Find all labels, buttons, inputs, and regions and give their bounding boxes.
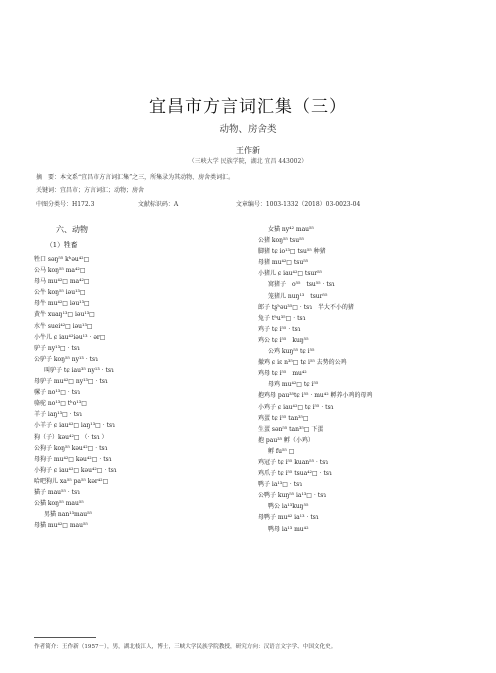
- vocab-entry: 鸡子 tɕ i⁵⁵ ˑ tsɿ: [258, 325, 301, 333]
- vocab-entry: 脚猪 tɕ io¹³□ tsu⁵⁵ 种猪: [258, 248, 326, 256]
- vocab-entry: 鸡爪子 tɕ i⁵⁵ tsua⁴²□ ˑ tsɿ: [258, 470, 332, 478]
- vocab-entry: 骆驼 no¹³□ tʰo¹³□: [34, 400, 87, 408]
- vocab-entry: 母鸡 mu⁴²□ tɕ i⁵⁵: [268, 381, 319, 389]
- vocab-entry: 猫子 mau⁵⁵ ˑ tsɿ: [34, 488, 80, 496]
- vocab-entry: 撤鸡 ɕ iɛ n³⁵□ tɕ i⁵⁵ 去势的公鸡: [258, 359, 347, 367]
- author-affiliation: （三峡大学 民族学院，湖北 宜昌 443002）: [188, 158, 308, 165]
- vocab-entry: 公鸭子 kuŋ⁵⁵ ia¹³□ ˑ tsɿ: [258, 492, 327, 500]
- vocab-entry: 女猫 ny⁴² mau⁵⁵: [268, 226, 314, 233]
- vocab-entry: 鸡蛋 tɕ i⁵⁵ tan³⁵□: [258, 414, 309, 422]
- section-heading: 六、动物: [56, 225, 88, 234]
- vocab-entry: 母鸭子 mu⁴² ia¹³ ˑ tsɿ: [258, 514, 319, 522]
- vocab-entry: 母驴子 mu⁴²□ ny¹³□ ˑ tsɿ: [34, 378, 108, 386]
- right-column: [258, 224, 463, 535]
- article-number: 文章编号：1003-1332（2018）03-0023-04: [235, 201, 361, 208]
- vocab-entry: 小牛儿 ɕ iau⁴²iəu¹³ ˑ ər□: [34, 333, 106, 341]
- author-name: 王作新: [236, 146, 260, 155]
- vocab-entry: 鸭子 ia¹³□ ˑ tsɿ: [258, 481, 302, 489]
- vocab-entry: 黄牛 xuaŋ¹³□ iəu¹³□: [34, 311, 95, 319]
- vocab-entry: 小猪儿 ɕ iau⁴²□ tsur⁵⁵: [258, 270, 322, 278]
- vocab-entry: 公驴子 koŋ⁵⁵ ny¹³ ˑ tsɿ: [34, 355, 98, 363]
- vocab-entry: 抱 pau³⁵ 孵（小鸡）: [258, 436, 314, 444]
- vocab-entry: 牲口 səŋ⁵⁵ kʰəu⁴²□: [34, 256, 90, 263]
- clc-number: 中图分类号：H172.3: [36, 201, 95, 208]
- vocab-entry: 生蛋 sən⁵⁵ tan³⁵□ 下蛋: [258, 425, 324, 433]
- vocab-entry: 窝猪子 o⁵⁵ tsu⁵⁵ ˑ tsɿ: [268, 281, 335, 289]
- author-footnote: 作者简介：王作新（1957－），男，湖北枝江人，博士，三峡大学民族学院教授，研究方向：汉语言文字学、中国文化史。: [34, 644, 337, 650]
- footnote-rule: [34, 637, 96, 638]
- vocab-entry: 母牛 mu⁴²□ iəu¹³□: [34, 300, 90, 308]
- vocab-entry: 郎子 tʂʰəu³⁵□ ˑ tsɿ 半大不小的猪: [258, 303, 354, 311]
- vocab-entry: 公马 koŋ⁵⁵ ma⁴²□: [34, 267, 86, 275]
- vocab-entry: 羊子 iaŋ¹³□ ˑ tsɿ: [34, 411, 82, 419]
- abstract: 摘 要：本文系“宜昌市方言词汇集”之三，所集录为其动物、房舍类词汇。: [36, 174, 235, 181]
- vocab-entry: 孵 fu⁵⁵ □: [268, 447, 295, 455]
- document-code: 文献标识码：A: [137, 201, 179, 208]
- vocab-entry: 鸡公 tɕ i⁵⁵ kuŋ⁵⁵: [258, 336, 309, 344]
- vocab-entry: 鸭公 ia¹³kuŋ⁵⁵: [268, 503, 309, 511]
- vocab-entry: 公鸡 kuŋ⁵⁵ tɕ i⁵⁵: [268, 348, 315, 356]
- vocab-entry: 母马 mu⁴²□ ma⁴²□: [34, 278, 90, 286]
- vocab-entry: 叫驴子 tɕ iau³⁵ ny¹³ ˑ tsɿ: [44, 366, 114, 374]
- vocab-entry: 公猫 koŋ⁵⁵ mau⁵⁵: [34, 500, 84, 508]
- vocab-entry: 鸭母 ia¹³ mu⁴²: [268, 525, 309, 533]
- subsection-heading: （1）牲畜: [46, 241, 78, 249]
- vocab-entry: 抱鸡母 pau³⁵tɕ i⁵⁵ ˑ mu⁴² 孵养小鸡的母鸡: [258, 392, 373, 400]
- vocab-entry: 笼猪儿 nuŋ¹³ tsur⁵⁵: [268, 292, 328, 300]
- vocab-entry: 鸡冠子 tɕ i⁵⁵ kuan⁵⁵ ˑ tsɿ: [258, 458, 329, 466]
- vocab-entry: 母猫 mu⁴²□ mau⁵⁵: [34, 522, 88, 530]
- vocab-entry: 公猪 koŋ⁵⁵ tsu⁵⁵: [258, 237, 304, 245]
- vocab-entry: 狗（子）kəu⁴²□ （ˑ tsɿ ）: [34, 433, 108, 441]
- vocab-entry: 母狗子 mu⁴²□ kəu⁴²□ ˑ tsɿ: [34, 455, 112, 463]
- paper-subtitle: 动物、房舍类: [219, 124, 277, 135]
- vocab-entry: 母猪 mu⁴²□ tsu⁵⁵: [258, 259, 309, 267]
- classification-line: [36, 199, 466, 208]
- vocab-entry: 水牛 suei⁴²□ iəu¹³□: [34, 322, 93, 330]
- keywords: 关键词：宜昌市；方言词汇；动物；房舍: [36, 187, 145, 194]
- vocab-entry: 公狗子 koŋ⁵⁵ kəu⁴²□ ˑ tsɿ: [34, 444, 108, 452]
- vocab-entry: 鸡母 tɕ i⁵⁵ mu⁴²: [258, 370, 307, 378]
- vocab-entry: 哈吧狗儿 xa⁵⁵ pa⁵⁵ kər⁴²□: [34, 477, 109, 485]
- vocab-entry: 骡子 no¹³□ ˑ tsɿ: [34, 389, 80, 397]
- vocab-entry: 小鸡子 ɕ iau⁴²□ tɕ i⁵⁵ ˑ tsɿ: [258, 403, 334, 411]
- left-column: [34, 224, 239, 531]
- vocab-entry: 兔子 tʰu³⁵□ ˑ tsɿ: [258, 314, 306, 322]
- vocab-entry: 小狗子 ɕ iau⁴²□ kəu⁴²□ ˑ tsɿ: [34, 466, 117, 474]
- vocab-entry: 小羊子 ɕ iau⁴²□ iaŋ¹³□ ˑ tsɿ: [34, 422, 115, 430]
- paper-title: 宜昌市方言词汇集（三）: [149, 97, 347, 117]
- vocab-entry: 男猫 nan¹³mau⁵⁵: [44, 511, 92, 519]
- vocab-entry: 驴子 ny¹³□ ˑ tsɿ: [34, 344, 80, 352]
- vocab-entry: 公牛 koŋ⁵⁵ iəu¹³□: [34, 289, 86, 297]
